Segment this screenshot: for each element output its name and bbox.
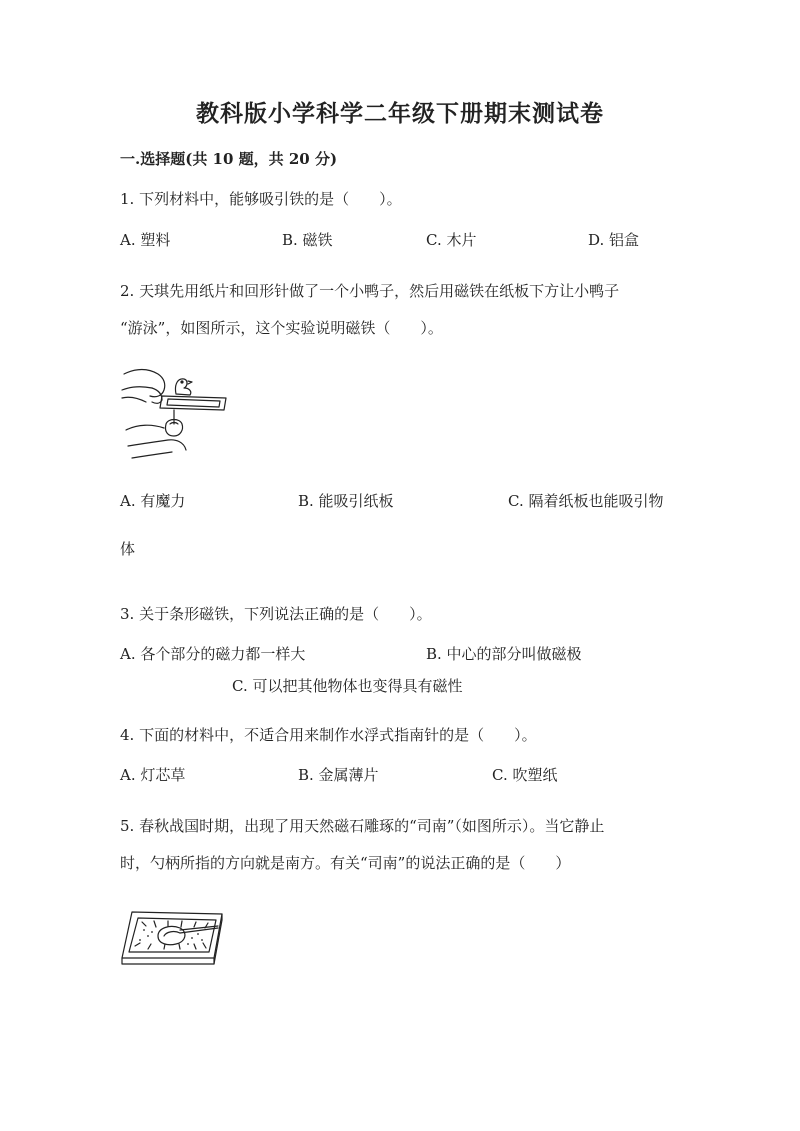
question-1-option-b[interactable]: B. 磁铁 [282, 231, 333, 249]
question-2-option-c-wrap: 体 [120, 540, 136, 558]
question-1-option-d[interactable]: D. 铝盒 [588, 231, 640, 249]
question-2-option-a[interactable]: A. 有魔力 [120, 492, 186, 510]
question-1-stem: 1. 下列材料中，能够吸引铁的是（ ）。 [120, 190, 402, 208]
question-4-option-a[interactable]: A. 灯芯草 [120, 766, 186, 784]
page-title: 教科版小学科学二年级下册期末测试卷 [196, 100, 604, 127]
question-3-stem: 3. 关于条形磁铁，下列说法正确的是（ ）。 [120, 605, 432, 623]
question-4-option-b[interactable]: B. 金属薄片 [298, 766, 379, 784]
question-2-option-b[interactable]: B. 能吸引纸板 [298, 492, 394, 510]
question-2-stem-line-1: 2. 天琪先用纸片和回形针做了一个小鸭子，然后用磁铁在纸板下方让小鸭子 [120, 282, 620, 300]
question-4-option-c[interactable]: C. 吹塑纸 [492, 766, 558, 784]
question-1-option-c[interactable]: C. 木片 [426, 231, 477, 249]
question-3-option-c[interactable]: C. 可以把其他物体也变得具有磁性 [232, 677, 463, 695]
question-2-stem-line-2: “游泳”，如图所示，这个实验说明磁铁（ ）。 [120, 319, 443, 337]
question-2-option-c[interactable]: C. 隔着纸板也能吸引物 [508, 492, 664, 510]
question-1-option-a[interactable]: A. 塑料 [120, 231, 171, 249]
question-5-stem-line-1: 5. 春秋战国时期，出现了用天然磁石雕琢的“司南”（如图所示）。当它静止 [120, 817, 605, 835]
question-5-stem-line-2: 时，勺柄所指的方向就是南方。有关“司南”的说法正确的是（ ） [120, 854, 571, 872]
section-heading: 一.选择题(共 10 题，共 20 分) [120, 150, 338, 168]
question-4-stem: 4. 下面的材料中，不适合用来制作水浮式指南针的是（ ）。 [120, 726, 537, 744]
question-3-option-a[interactable]: A. 各个部分的磁力都一样大 [120, 645, 306, 663]
duck-magnet-figure [118, 362, 230, 462]
question-3-option-b[interactable]: B. 中心的部分叫做磁极 [426, 645, 582, 663]
sinan-compass-figure [118, 906, 230, 970]
